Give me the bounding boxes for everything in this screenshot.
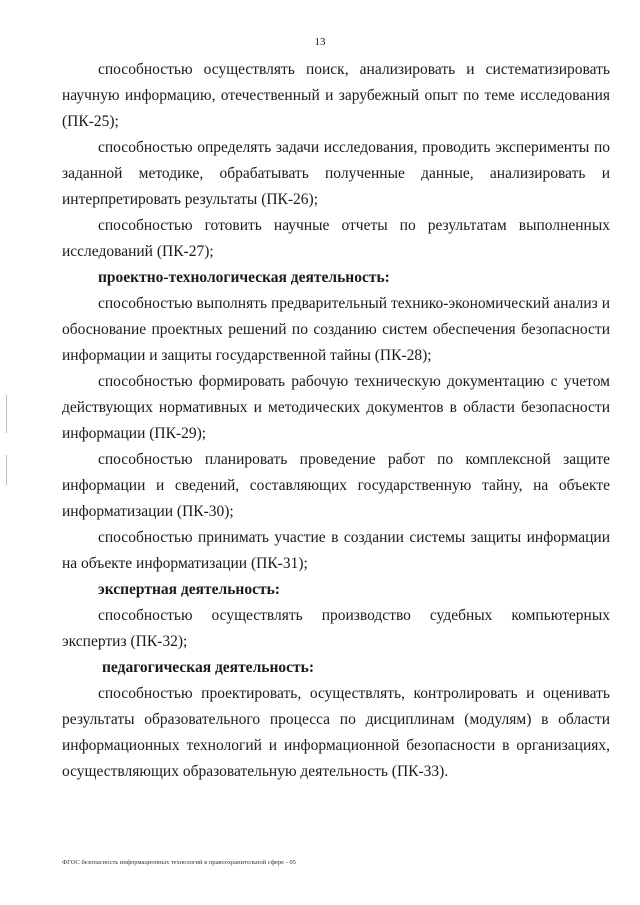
scan-margin-mark (6, 455, 7, 485)
paragraph-pk-30: способностью планировать проведение работ по комплексной защите информации и сведений, составляющих государственную тайну, на объекте информатизации (ПК-30); (62, 451, 610, 520)
paragraph-pk-25: способностью осуществлять поиск, анализировать и систематизировать научную информацию, отечественный и зарубежный опыт по теме исследования (ПК-25); (62, 61, 610, 130)
section-heading-design-technology: проектно-технологическая деятельность: (98, 269, 390, 286)
section-heading-pedagogical: педагогическая деятельность: (102, 659, 314, 676)
paragraph-pk-33: способностью проектировать, осуществлять, контролировать и оценивать результаты образовательного процесса по дисциплинам (модулям) в области информационных технологий и информационной безопасности в организациях, осуществляющих образовательную деятельность (ПК-33). (62, 685, 610, 780)
scan-margin-mark (6, 395, 7, 433)
page-number: 13 (314, 36, 326, 48)
page-footer: ФГОС безопасность информационных технологий в правоохранительной сфере - 05 (62, 859, 296, 866)
paragraph-pk-27: способностью готовить научные отчеты по результатам выполненных исследований (ПК-27); (62, 217, 610, 260)
section-heading-expert: экспертная деятельность: (98, 581, 280, 598)
paragraph-pk-28: способностью выполнять предварительный технико-экономический анализ и обоснование проектных решений по созданию систем обеспечения безопасности информации и защиты государственной тайны (ПК-28); (62, 295, 610, 364)
paragraph-pk-26: способностью определять задачи исследования, проводить эксперименты по заданной методике, обрабатывать полученные данные, анализировать и интерпретировать результаты (ПК-26); (62, 139, 610, 208)
document-body (62, 57, 610, 785)
paragraph-pk-31: способностью принимать участие в создании системы защиты информации на объекте информатизации (ПК-31); (62, 529, 610, 572)
paragraph-pk-32: способностью осуществлять производство судебных компьютерных экспертиз (ПК-32); (62, 607, 610, 650)
paragraph-pk-29: способностью формировать рабочую техническую документацию с учетом действующих нормативных и методических документов в области безопасности информации (ПК-29); (62, 373, 610, 442)
